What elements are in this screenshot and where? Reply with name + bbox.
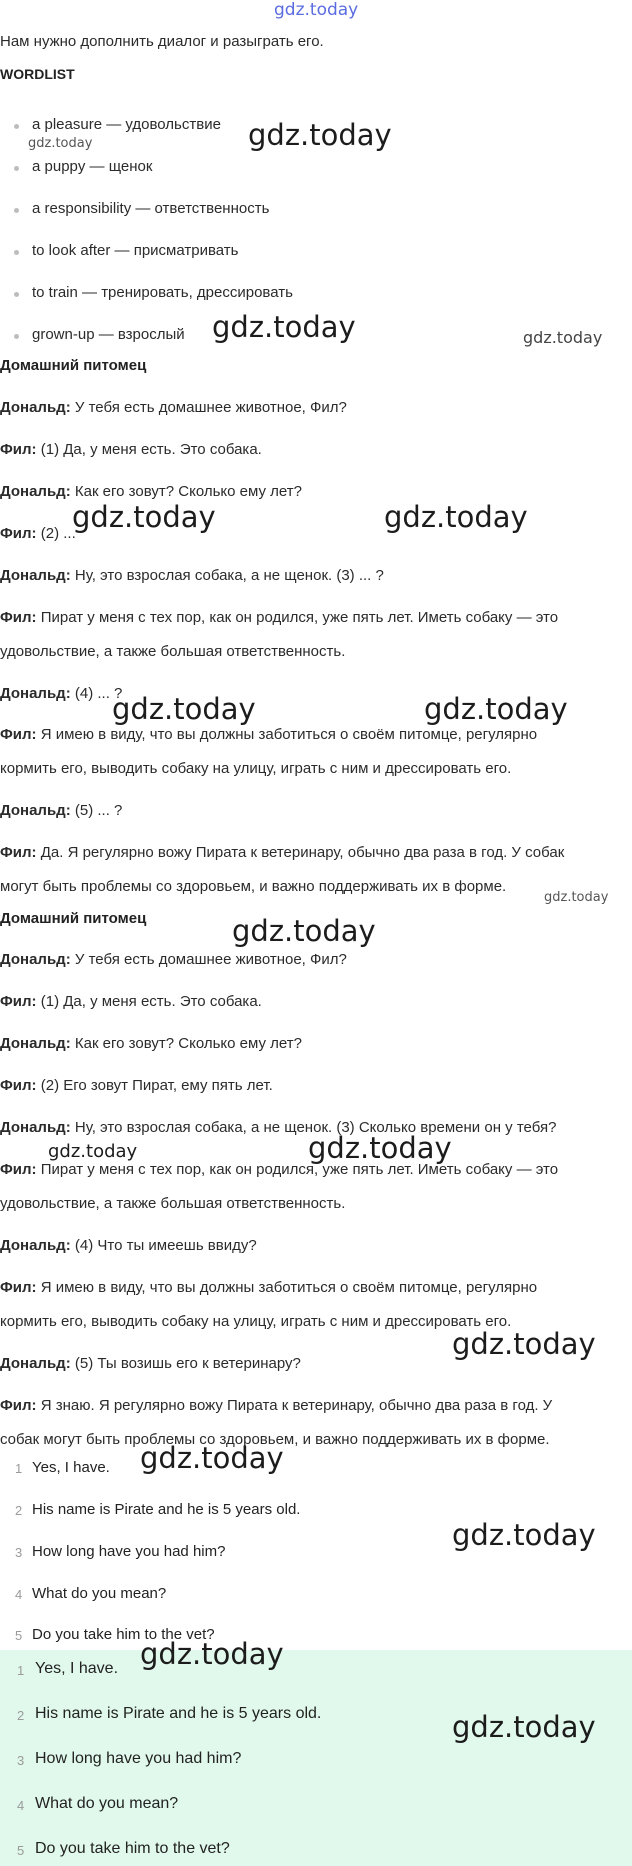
bullet-icon [14, 334, 19, 339]
bullet-icon [14, 250, 19, 255]
dialog-line: Фил: Я имею в виду, что вы должны заботиться о своём питомце, регулярно [0, 1279, 538, 1296]
dialog-line-cont: кормить его, выводить собаку на улицу, играть с ним и дрессировать его. [0, 760, 512, 777]
dialog-line: Дональд: У тебя есть домашнее животное, Фил? [0, 951, 347, 968]
wordlist-item: a puppy — щенок [32, 158, 153, 175]
answer-number: 2 [15, 1503, 23, 1518]
dialog-line: Дональд: (5) ... ? [0, 802, 123, 819]
answer-text: Do you take him to the vet? [32, 1626, 215, 1643]
dialog-line: Фил: (2) Его зовут Пират, ему пять лет. [0, 1077, 273, 1094]
watermark: gdz.today [48, 1141, 138, 1162]
watermark: gdz.today [212, 310, 356, 344]
dialog-line: Дональд: (4) Что ты имеешь ввиду? [0, 1237, 257, 1254]
answer-number: 5 [17, 1843, 25, 1858]
answer-number: 3 [17, 1753, 25, 1768]
answer-text: His name is Pirate and he is 5 years old. [32, 1501, 301, 1518]
dialog-line: Дональд: Ну, это взрослая собака, а не щенок. (3) ... ? [0, 567, 384, 584]
dialog-line: Фил: Пират у меня с тех пор, как он родился, уже пять лет. Иметь собаку — это [0, 609, 559, 626]
watermark: gdz.today [248, 118, 392, 152]
answer-number: 2 [17, 1708, 25, 1723]
dialog-line: Дональд: Как его зовут? Сколько ему лет? [0, 1035, 302, 1052]
watermark: gdz.today [452, 1710, 596, 1744]
answer-number: 4 [15, 1587, 23, 1602]
watermark: gdz.today [523, 328, 603, 347]
dialog-line: Фил: Я имею в виду, что вы должны заботиться о своём питомце, регулярно [0, 726, 538, 743]
wordlist-item: grown-up — взрослый [32, 326, 185, 343]
intro-text: Нам нужно дополнить диалог и разыграть его. [0, 33, 324, 50]
answer-text: How long have you had him? [32, 1543, 226, 1560]
bullet-icon [14, 124, 19, 129]
dialog-line: Дональд: Ну, это взрослая собака, а не щенок. (3) Сколько времени он у тебя? [0, 1119, 557, 1136]
bullet-icon [14, 292, 19, 297]
wordlist-item: to look after — присматривать [32, 242, 239, 259]
watermark: gdz.today [72, 500, 216, 534]
dialog-line: Фил: Я знаю. Я регулярно вожу Пирата к ветеринару, обычно два раза в год. У [0, 1397, 553, 1414]
answer-text: What do you mean? [35, 1795, 179, 1812]
answer-number: 5 [15, 1628, 23, 1643]
dialog-line: Дональд: Как его зовут? Сколько ему лет? [0, 483, 302, 500]
dialog-title: Домашний питомец [0, 910, 147, 927]
dialog-line: Фил: Да. Я регулярно вожу Пирата к ветеринару, обычно два раза в год. У собак [0, 844, 565, 861]
watermark: gdz.today [452, 1518, 596, 1552]
dialog-line-cont: могут быть проблемы со здоровьем, и важно поддерживать их в форме. [0, 878, 507, 895]
watermark: gdz.today [308, 1131, 452, 1165]
wordlist-title: WORDLIST [0, 66, 75, 82]
dialog-line-cont: собак могут быть проблемы со здоровьем, и важно поддерживать их в форме. [0, 1431, 550, 1448]
answer-text: Do you take him to the vet? [35, 1840, 230, 1857]
wordlist-item: a pleasure — удовольствие [32, 116, 221, 133]
answer-text: Yes, I have. [32, 1459, 110, 1476]
dialog-line-cont: кормить его, выводить собаку на улицу, играть с ним и дрессировать его. [0, 1313, 512, 1330]
dialog-line-cont: удовольствие, а также большая ответственность. [0, 1195, 346, 1212]
answer-text: Yes, I have. [35, 1660, 119, 1677]
answer-number: 1 [17, 1663, 25, 1678]
watermark: gdz.today [384, 500, 528, 534]
bullet-icon [14, 208, 19, 213]
dialog-line: Фил: (1) Да, у меня есть. Это собака. [0, 993, 262, 1010]
dialog-line: Дональд: (4) ... ? [0, 685, 123, 702]
dialog-line: Фил: (2) ... [0, 525, 76, 542]
dialog-line: Фил: (1) Да, у меня есть. Это собака. [0, 441, 262, 458]
watermark: gdz.today [232, 914, 376, 948]
watermark: gdz.today [140, 1637, 284, 1671]
dialog-line: Фил: Пират у меня с тех пор, как он родился, уже пять лет. Иметь собаку — это [0, 1161, 559, 1178]
watermark: gdz.today [112, 692, 256, 726]
watermark: gdz.today [424, 692, 568, 726]
answer-text: How long have you had him? [35, 1750, 242, 1767]
watermark-top: gdz.today [274, 0, 359, 20]
answer-number: 3 [15, 1545, 23, 1560]
watermark: gdz.today [140, 1441, 284, 1475]
bullet-icon [14, 166, 19, 171]
dialog-line-cont: удовольствие, а также большая ответственность. [0, 643, 346, 660]
dialog-title: Домашний питомец [0, 357, 147, 374]
wordlist-item: a responsibility — ответственность [32, 200, 270, 217]
answer-number: 4 [17, 1798, 25, 1813]
watermark: gdz.today [452, 1327, 596, 1361]
answer-text: His name is Pirate and he is 5 years old. [35, 1705, 322, 1722]
answer-text: What do you mean? [32, 1585, 167, 1602]
dialog-line: Дональд: (5) Ты возишь его к ветеринару? [0, 1355, 301, 1372]
watermark: gdz.today [28, 136, 93, 151]
watermark: gdz.today [544, 890, 609, 905]
answer-number: 1 [15, 1461, 23, 1476]
dialog-line: Дональд: У тебя есть домашнее животное, Фил? [0, 399, 347, 416]
wordlist-item: to train — тренировать, дрессировать [32, 284, 293, 301]
